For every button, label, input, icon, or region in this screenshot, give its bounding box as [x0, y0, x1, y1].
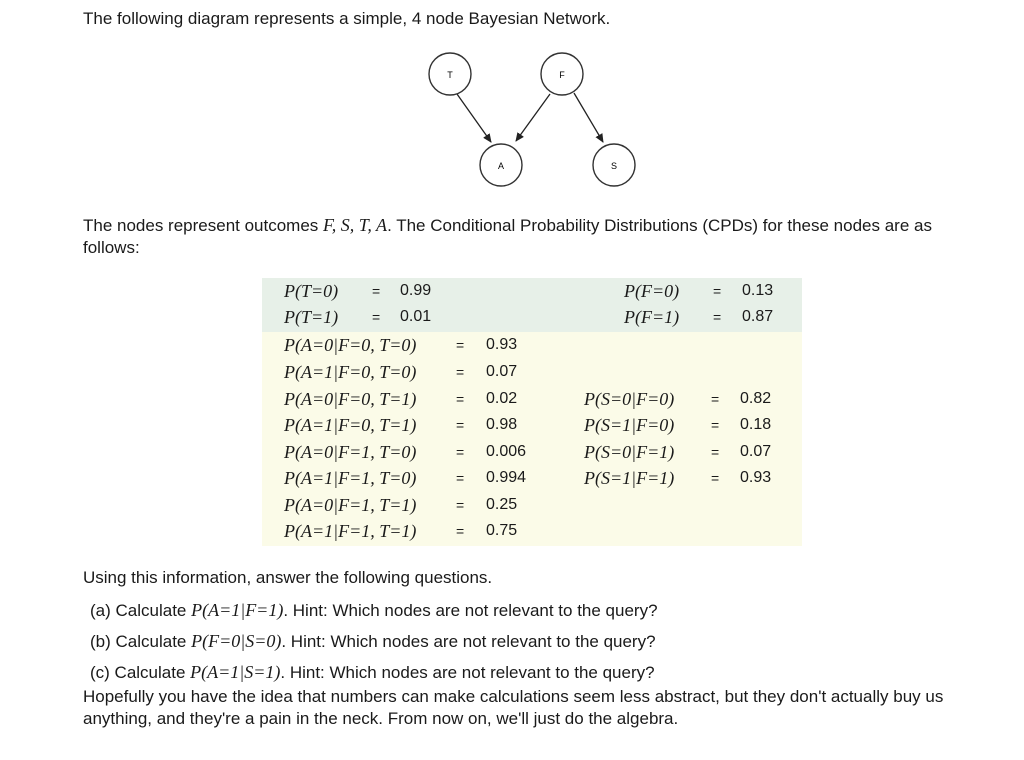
cpd-row: P(A=0|F=1, T=0)	[284, 442, 417, 462]
cpd-row: P(T=1)	[284, 307, 339, 327]
node-a-label: A	[497, 161, 505, 171]
node-s	[593, 144, 635, 186]
node-t-label: T	[447, 70, 453, 80]
node-s-label: S	[610, 161, 618, 171]
node-f-label: F	[559, 70, 565, 80]
node-t	[429, 53, 471, 95]
cpd-row: P(A=0|F=1, T=1)	[284, 495, 417, 515]
question-c: (c) Calculate P(A=1|S=1). Hint: Which nodes are not relevant to the query?	[90, 662, 655, 682]
cpd-row: P(F=0)	[624, 281, 680, 301]
question-a: (a) Calculate P(A=1|F=1). Hint: Which nodes are not relevant to the query?	[90, 600, 658, 620]
question-list	[90, 595, 658, 688]
cpd-row: P(S=1|F=1)	[584, 468, 675, 488]
cpd-row: P(A=1|F=0, T=0)	[284, 362, 417, 382]
cpd-row: P(F=1)	[624, 307, 680, 327]
cpd-row: P(T=0)	[284, 281, 339, 301]
questions-intro: Using this information, answer the following questions.	[83, 568, 493, 587]
closing-text: Hopefully you have the idea that numbers can make calculations seem less abstract, but they don't actually buy us anything, and they're a pain in the neck. From now on, we'll just do the algebra.	[83, 687, 944, 728]
edge-f-s	[574, 93, 603, 142]
cpd-row: P(S=1|F=0)	[584, 415, 675, 435]
node-f	[541, 53, 583, 95]
cpd-row: P(A=0|F=0, T=0)	[284, 335, 417, 355]
cpd-row: P(A=0|F=0, T=1)	[284, 389, 417, 409]
cpd-row: P(S=0|F=1)	[584, 442, 675, 462]
edge-t-a	[457, 94, 491, 142]
question-b: (b) Calculate P(F=0|S=0). Hint: Which nodes are not relevant to the query?	[90, 631, 656, 651]
intro-text: The following diagram represents a simple, 4 node Bayesian Network.	[83, 9, 611, 28]
node-a	[480, 144, 522, 186]
cpd-row: P(A=1|F=1, T=1)	[284, 521, 417, 541]
cpd-row: P(A=1|F=1, T=0)	[284, 468, 417, 488]
nodes-description: The nodes represent outcomes F, S, T, A. The Conditional Probability Distributions (CPDs) for these nodes are as follows:	[83, 215, 932, 257]
cpd-table: P(T=0) = 0.99 P(T=1) = 0.01 P(F=0) = 0.13 P(F=1) = 0.87 P(A=0|F=0, T=0) = 0.93 P(A=1|F=0, T=0) = 0.07 P(A=0|F=0, T=1) = 0.02 P(A=1|F=0, T=1) = 0.98 P(A=0|F=1, T=0) = 0.006 P(A=1|F=1, T=0) = 0.994 P(A=0|F=1, T=1) = 0.25 P(A=1|F=1, T=1) = 0.75 P(S=0|F=0) = 0.82 P(S=1|F=0) = 0.18 P(S=0|F=1) = 0.07 P(S=1|F=1) = 0.93	[262, 278, 802, 546]
cpd-row: P(S=0|F=0)	[584, 389, 675, 409]
bayesian-network-diagram	[400, 52, 640, 192]
cpd-row: P(A=1|F=0, T=1)	[284, 415, 417, 435]
edge-f-a	[516, 94, 550, 141]
